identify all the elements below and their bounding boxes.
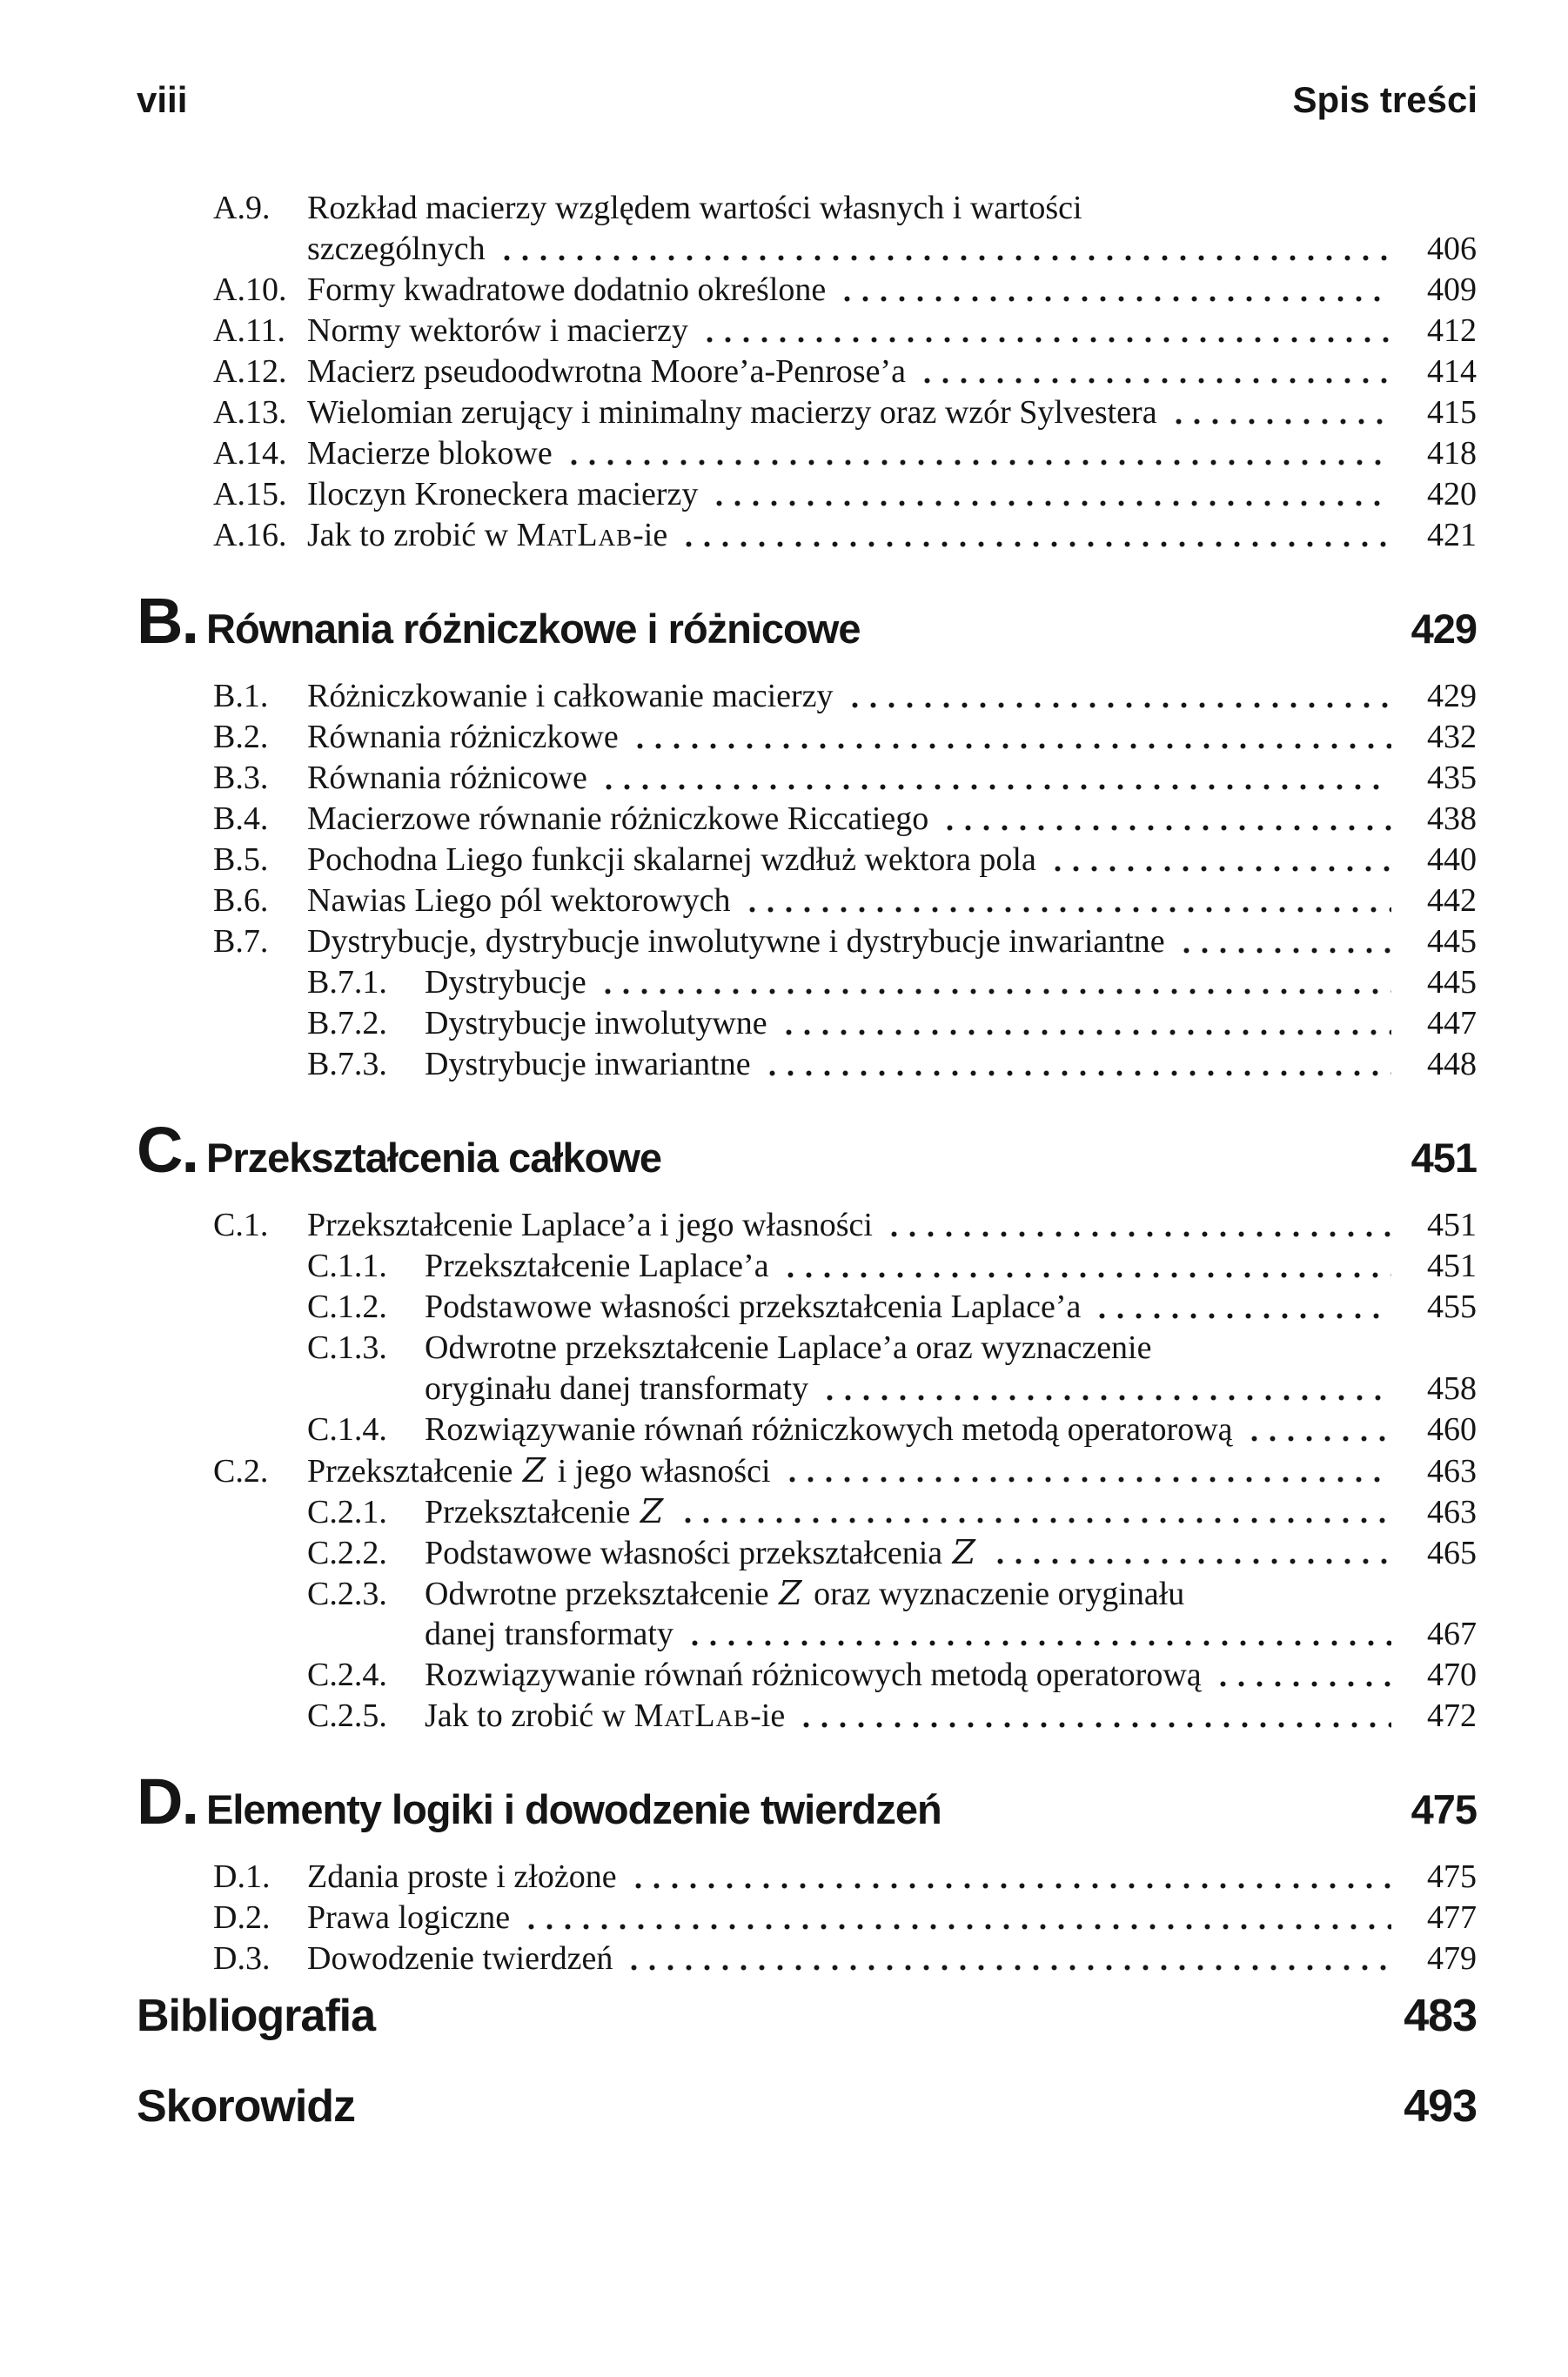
toc-entry-row [0, 799, 1568, 840]
toc-entry-row [0, 880, 1568, 921]
entry-title [307, 229, 486, 270]
dot-leader [1049, 840, 1391, 880]
chapter-title: Przekształcenia całkowe [206, 1135, 662, 1181]
script-z-symbol: Z [522, 1451, 546, 1490]
title-text: Dystrybucje, dystrybucje inwolutywne i dystrybucje inwariantne [307, 923, 1165, 960]
entry-title [307, 474, 698, 515]
entry-title [425, 1532, 979, 1574]
entry-page-number: 451 [1427, 1207, 1477, 1243]
dot-leader [686, 1614, 1391, 1655]
chapter-page-number: 451 [1411, 1135, 1477, 1181]
entry-number: C.2.5. [307, 1697, 387, 1734]
chapter-title: Elementy logiki i dowodzenie twierdzeń [206, 1786, 941, 1832]
entry-title [307, 840, 1036, 880]
entry-number: A.9. [213, 190, 271, 226]
title-text: -ie [633, 517, 668, 553]
entry-page-number: 470 [1427, 1657, 1477, 1693]
running-title: Spis treści [1292, 79, 1478, 120]
entry-number: A.12. [213, 353, 287, 390]
entry-number: B.6. [213, 882, 269, 919]
entry-title [307, 880, 731, 921]
entry-number: C.1.3. [307, 1329, 387, 1366]
toc-entry-row [0, 1898, 1568, 1938]
title-text: Jak to zrobić w [425, 1697, 634, 1734]
entry-page-number: 475 [1427, 1858, 1477, 1895]
toc-entry-row [0, 921, 1568, 962]
entry-page-number: 463 [1427, 1494, 1477, 1530]
entry-page-number: 460 [1427, 1411, 1477, 1448]
chapter-heading [0, 1113, 1568, 1188]
title-text: Przekształcenie [425, 1494, 639, 1530]
dot-leader [600, 758, 1391, 799]
chapter-page-number: 429 [1411, 606, 1477, 652]
entry-title [425, 1655, 1202, 1696]
toc-entry-row [0, 1246, 1568, 1287]
toc-entry-row [0, 311, 1568, 352]
title-text: Macierzowe równanie różniczkowe Riccatiego [307, 800, 929, 837]
dot-leader [846, 676, 1391, 717]
entry-number: C.1.4. [307, 1411, 387, 1448]
entry-number: B.2. [213, 719, 269, 755]
entry-title [307, 433, 553, 474]
dot-leader [783, 1450, 1391, 1491]
title-text: Pochodna Liego funkcji skalarnej wzdłuż wektora pola [307, 841, 1036, 878]
toc-entry-row [0, 1369, 1568, 1409]
toc-entry-row [0, 229, 1568, 270]
dot-leader [680, 515, 1391, 556]
running-header [137, 80, 1478, 120]
toc-entry-row [0, 1696, 1568, 1737]
toc-entry-row [0, 1938, 1568, 1979]
entry-page-number: 458 [1427, 1370, 1477, 1407]
entry-page-number: 463 [1427, 1453, 1477, 1490]
dot-leader [941, 799, 1391, 840]
title-text: Prawa logiczne [307, 1899, 511, 1936]
toc-entry-row [0, 515, 1568, 556]
chapter-heading [0, 1764, 1568, 1839]
entry-number: A.16. [213, 517, 287, 553]
dot-leader [679, 1491, 1391, 1532]
title-text: Rozwiązywanie równań różnicowych metodą operatorową [425, 1657, 1202, 1693]
dot-leader [743, 880, 1392, 921]
script-z-symbol: Z [640, 1492, 664, 1530]
dot-leader [781, 1246, 1391, 1287]
entry-title [307, 921, 1165, 962]
title-text: Przekształcenie Laplace’a i jego własności [307, 1207, 873, 1243]
dot-leader [991, 1532, 1391, 1573]
title-text: Normy wektorów i macierzy [307, 312, 688, 349]
entry-title [425, 1287, 1081, 1328]
dot-leader [710, 474, 1391, 515]
entry-page-number: 477 [1427, 1899, 1477, 1936]
dot-leader [629, 1857, 1391, 1898]
entry-page-number: 479 [1427, 1940, 1477, 1977]
entry-page-number: 414 [1427, 353, 1477, 390]
entry-page-number: 415 [1427, 394, 1477, 431]
entry-page-number: 440 [1427, 841, 1477, 878]
title-text: Dowodzenie twierdzeń [307, 1940, 613, 1977]
entry-page-number: 429 [1427, 678, 1477, 714]
dot-leader [700, 311, 1391, 352]
entry-page-number: 465 [1427, 1535, 1477, 1571]
backmatter-title: Skorowidz [137, 2081, 356, 2132]
toc-entry-row [0, 352, 1568, 392]
chapter-title: Równania różniczkowe i różnicowe [206, 606, 861, 652]
entry-number: C.1.2. [307, 1289, 387, 1325]
toc-entry-row [0, 840, 1568, 880]
entry-number: B.5. [213, 841, 269, 878]
entry-number: B.7.3. [307, 1046, 387, 1082]
dot-leader [1245, 1409, 1391, 1450]
entry-page-number: 455 [1427, 1289, 1477, 1325]
title-text: Iloczyn Kroneckera macierzy [307, 476, 699, 512]
toc-entry-row [0, 1287, 1568, 1328]
entry-page-number: 409 [1427, 271, 1477, 308]
title-text: Rozkład macierzy względem wartości własnych i wartości [307, 190, 1082, 226]
entry-title [307, 311, 688, 352]
entry-number: C.2.2. [307, 1535, 387, 1571]
title-text: i jego własności [549, 1453, 771, 1490]
entry-title [425, 962, 586, 1003]
entry-page-number: 421 [1427, 517, 1477, 553]
entry-page-number: 442 [1427, 882, 1477, 919]
toc-entry-row [0, 1205, 1568, 1246]
entry-title [425, 1044, 751, 1085]
entry-number: C.2.4. [307, 1657, 387, 1693]
title-text: oryginału danej transformaty [425, 1370, 809, 1407]
entry-title [425, 1003, 767, 1044]
entry-title [425, 1696, 785, 1737]
title-text: Wielomian zerujący i minimalny macierzy oraz wzór Sylvestera [307, 394, 1157, 431]
entry-number: B.3. [213, 760, 269, 796]
dot-leader [885, 1205, 1391, 1246]
dot-leader [1093, 1287, 1391, 1328]
entry-title [307, 799, 928, 840]
backmatter-row [0, 2080, 1568, 2133]
dot-leader [1177, 921, 1391, 962]
toc-entry-row [0, 1857, 1568, 1898]
entry-page-number: 432 [1427, 719, 1477, 755]
entry-page-number: 412 [1427, 312, 1477, 349]
entry-page-number: 448 [1427, 1046, 1477, 1082]
title-text: Odwrotne przekształcenie Laplace’a oraz wyznaczenie [425, 1329, 1152, 1366]
title-text: danej transformaty [425, 1616, 673, 1652]
chapter-page-number: 475 [1411, 1786, 1477, 1832]
toc-entry-row [0, 1614, 1568, 1655]
toc-entry-row [0, 1328, 1568, 1369]
title-text: Formy kwadratowe dodatnio określone [307, 271, 827, 308]
title-text: oraz wyznaczenie oryginału [805, 1576, 1185, 1612]
entry-title [425, 1246, 769, 1287]
entry-number: A.13. [213, 394, 287, 431]
entry-title [307, 515, 667, 556]
script-z-symbol: Z [779, 1574, 802, 1612]
entry-number: B.4. [213, 800, 269, 837]
toc-entry-row [0, 188, 1568, 229]
title-text: Podstawowe własności przekształcenia [425, 1535, 951, 1571]
toc-entry-row [0, 1003, 1568, 1044]
entry-title [307, 352, 906, 392]
title-text: Przekształcenie Laplace’a [425, 1248, 769, 1284]
entry-number: C.2. [213, 1453, 269, 1490]
title-text: Macierz pseudoodwrotna Moore’a-Penrose’a [307, 353, 906, 390]
backmatter-page-number: 493 [1404, 2081, 1477, 2132]
title-text: Różniczkowanie i całkowanie macierzy [307, 678, 834, 714]
toc-entry-row [0, 1409, 1568, 1450]
entry-page-number: 472 [1427, 1697, 1477, 1734]
title-text: Dystrybucje inwariantne [425, 1046, 751, 1082]
title-text: Nawias Liego pól wektorowych [307, 882, 731, 919]
chapter-number: B. [137, 585, 198, 657]
entry-title [307, 758, 587, 799]
chapter-number: D. [137, 1765, 198, 1838]
dot-leader [838, 270, 1391, 311]
entry-number: D.3. [213, 1940, 271, 1977]
entry-title [307, 392, 1157, 433]
entry-page-number: 445 [1427, 923, 1477, 960]
entry-number: A.15. [213, 476, 287, 512]
entry-page-number: 420 [1427, 476, 1477, 512]
toc-entry-row [0, 962, 1568, 1003]
entry-number: A.10. [213, 271, 287, 308]
title-text: Równania różniczkowe [307, 719, 619, 755]
entry-title [425, 1614, 673, 1655]
smallcaps-text: MatLab [516, 517, 633, 553]
dot-leader [498, 229, 1391, 270]
entry-number: B.1. [213, 678, 269, 714]
backmatter-title: Bibliografia [137, 1991, 376, 2041]
entry-title [307, 1205, 873, 1246]
entry-title [307, 270, 826, 311]
entry-title [307, 1450, 771, 1492]
entry-title [425, 1409, 1233, 1450]
dot-leader [780, 1003, 1391, 1044]
toc-entry-row [0, 433, 1568, 474]
title-text: Równania różnicowe [307, 760, 587, 796]
dot-leader [1169, 392, 1391, 433]
entry-number: B.7.1. [307, 964, 387, 1001]
toc-entry-row [0, 758, 1568, 799]
entry-number: D.2. [213, 1899, 271, 1936]
title-text: Przekształcenie [307, 1453, 521, 1490]
dot-leader [599, 962, 1391, 1003]
dot-leader [565, 433, 1391, 474]
toc-entry-row [0, 676, 1568, 717]
toc-entry-row [0, 1450, 1568, 1491]
title-text: -ie [750, 1697, 786, 1734]
dot-leader [797, 1696, 1391, 1737]
dot-leader [763, 1044, 1391, 1085]
entry-page-number: 435 [1427, 760, 1477, 796]
backmatter-row [0, 1990, 1568, 2042]
entry-title [425, 1369, 808, 1409]
folio-page-number: viii [137, 79, 188, 120]
toc-entry-row [0, 1532, 1568, 1573]
title-text: Macierze blokowe [307, 435, 553, 472]
toc-entry-row [0, 1044, 1568, 1085]
entry-title [307, 1857, 617, 1898]
entry-number: A.11. [213, 312, 286, 349]
entry-page-number: 467 [1427, 1616, 1477, 1652]
entry-title [307, 676, 834, 717]
chapter-heading [0, 584, 1568, 659]
entry-title [307, 1938, 613, 1979]
entry-title [425, 1491, 667, 1533]
toc-entry-row [0, 1491, 1568, 1532]
entry-page-number: 406 [1427, 231, 1477, 267]
entry-page-number: 445 [1427, 964, 1477, 1001]
title-text: Rozwiązywanie równań różniczkowych metodą operatorową [425, 1411, 1233, 1448]
title-text: szczególnych [307, 231, 486, 267]
entry-number: D.1. [213, 1858, 271, 1895]
entry-page-number: 447 [1427, 1005, 1477, 1041]
entry-number: C.2.1. [307, 1494, 387, 1530]
toc-entry-row [0, 474, 1568, 515]
entry-page-number: 438 [1427, 800, 1477, 837]
script-z-symbol: Z [952, 1533, 976, 1571]
dot-leader [918, 352, 1391, 392]
toc-entry-row [0, 270, 1568, 311]
entry-number: B.7. [213, 923, 269, 960]
entry-title [425, 1573, 1184, 1615]
entry-title [307, 717, 619, 758]
backmatter-page-number: 483 [1404, 1991, 1477, 2041]
title-text: Podstawowe własności przekształcenia Laplace’a [425, 1289, 1082, 1325]
title-text: Odwrotne przekształcenie [425, 1576, 778, 1612]
title-text: Jak to zrobić w [307, 517, 517, 553]
dot-leader [625, 1938, 1391, 1979]
entry-title [307, 1898, 510, 1938]
title-text: Dystrybucje [425, 964, 586, 1001]
toc-entry-row [0, 717, 1568, 758]
entry-number: C.1. [213, 1207, 269, 1243]
table-of-contents [0, 188, 1568, 2133]
title-text: Dystrybucje inwolutywne [425, 1005, 767, 1041]
entry-title [425, 1328, 1151, 1369]
title-text: Zdania proste i złożone [307, 1858, 617, 1895]
toc-entry-row [0, 1573, 1568, 1614]
smallcaps-text: MatLab [633, 1697, 751, 1734]
entry-page-number: 418 [1427, 435, 1477, 472]
dot-leader [631, 717, 1391, 758]
dot-leader [821, 1369, 1391, 1409]
entry-number: A.14. [213, 435, 287, 472]
toc-entry-row [0, 392, 1568, 433]
entry-title [307, 188, 1082, 229]
entry-number: C.2.3. [307, 1576, 387, 1612]
dot-leader [1214, 1655, 1391, 1696]
chapter-number: C. [137, 1114, 198, 1186]
entry-number: B.7.2. [307, 1005, 387, 1041]
entry-number: C.1.1. [307, 1248, 387, 1284]
toc-entry-row [0, 1655, 1568, 1696]
entry-page-number: 451 [1427, 1248, 1477, 1284]
dot-leader [522, 1898, 1391, 1938]
